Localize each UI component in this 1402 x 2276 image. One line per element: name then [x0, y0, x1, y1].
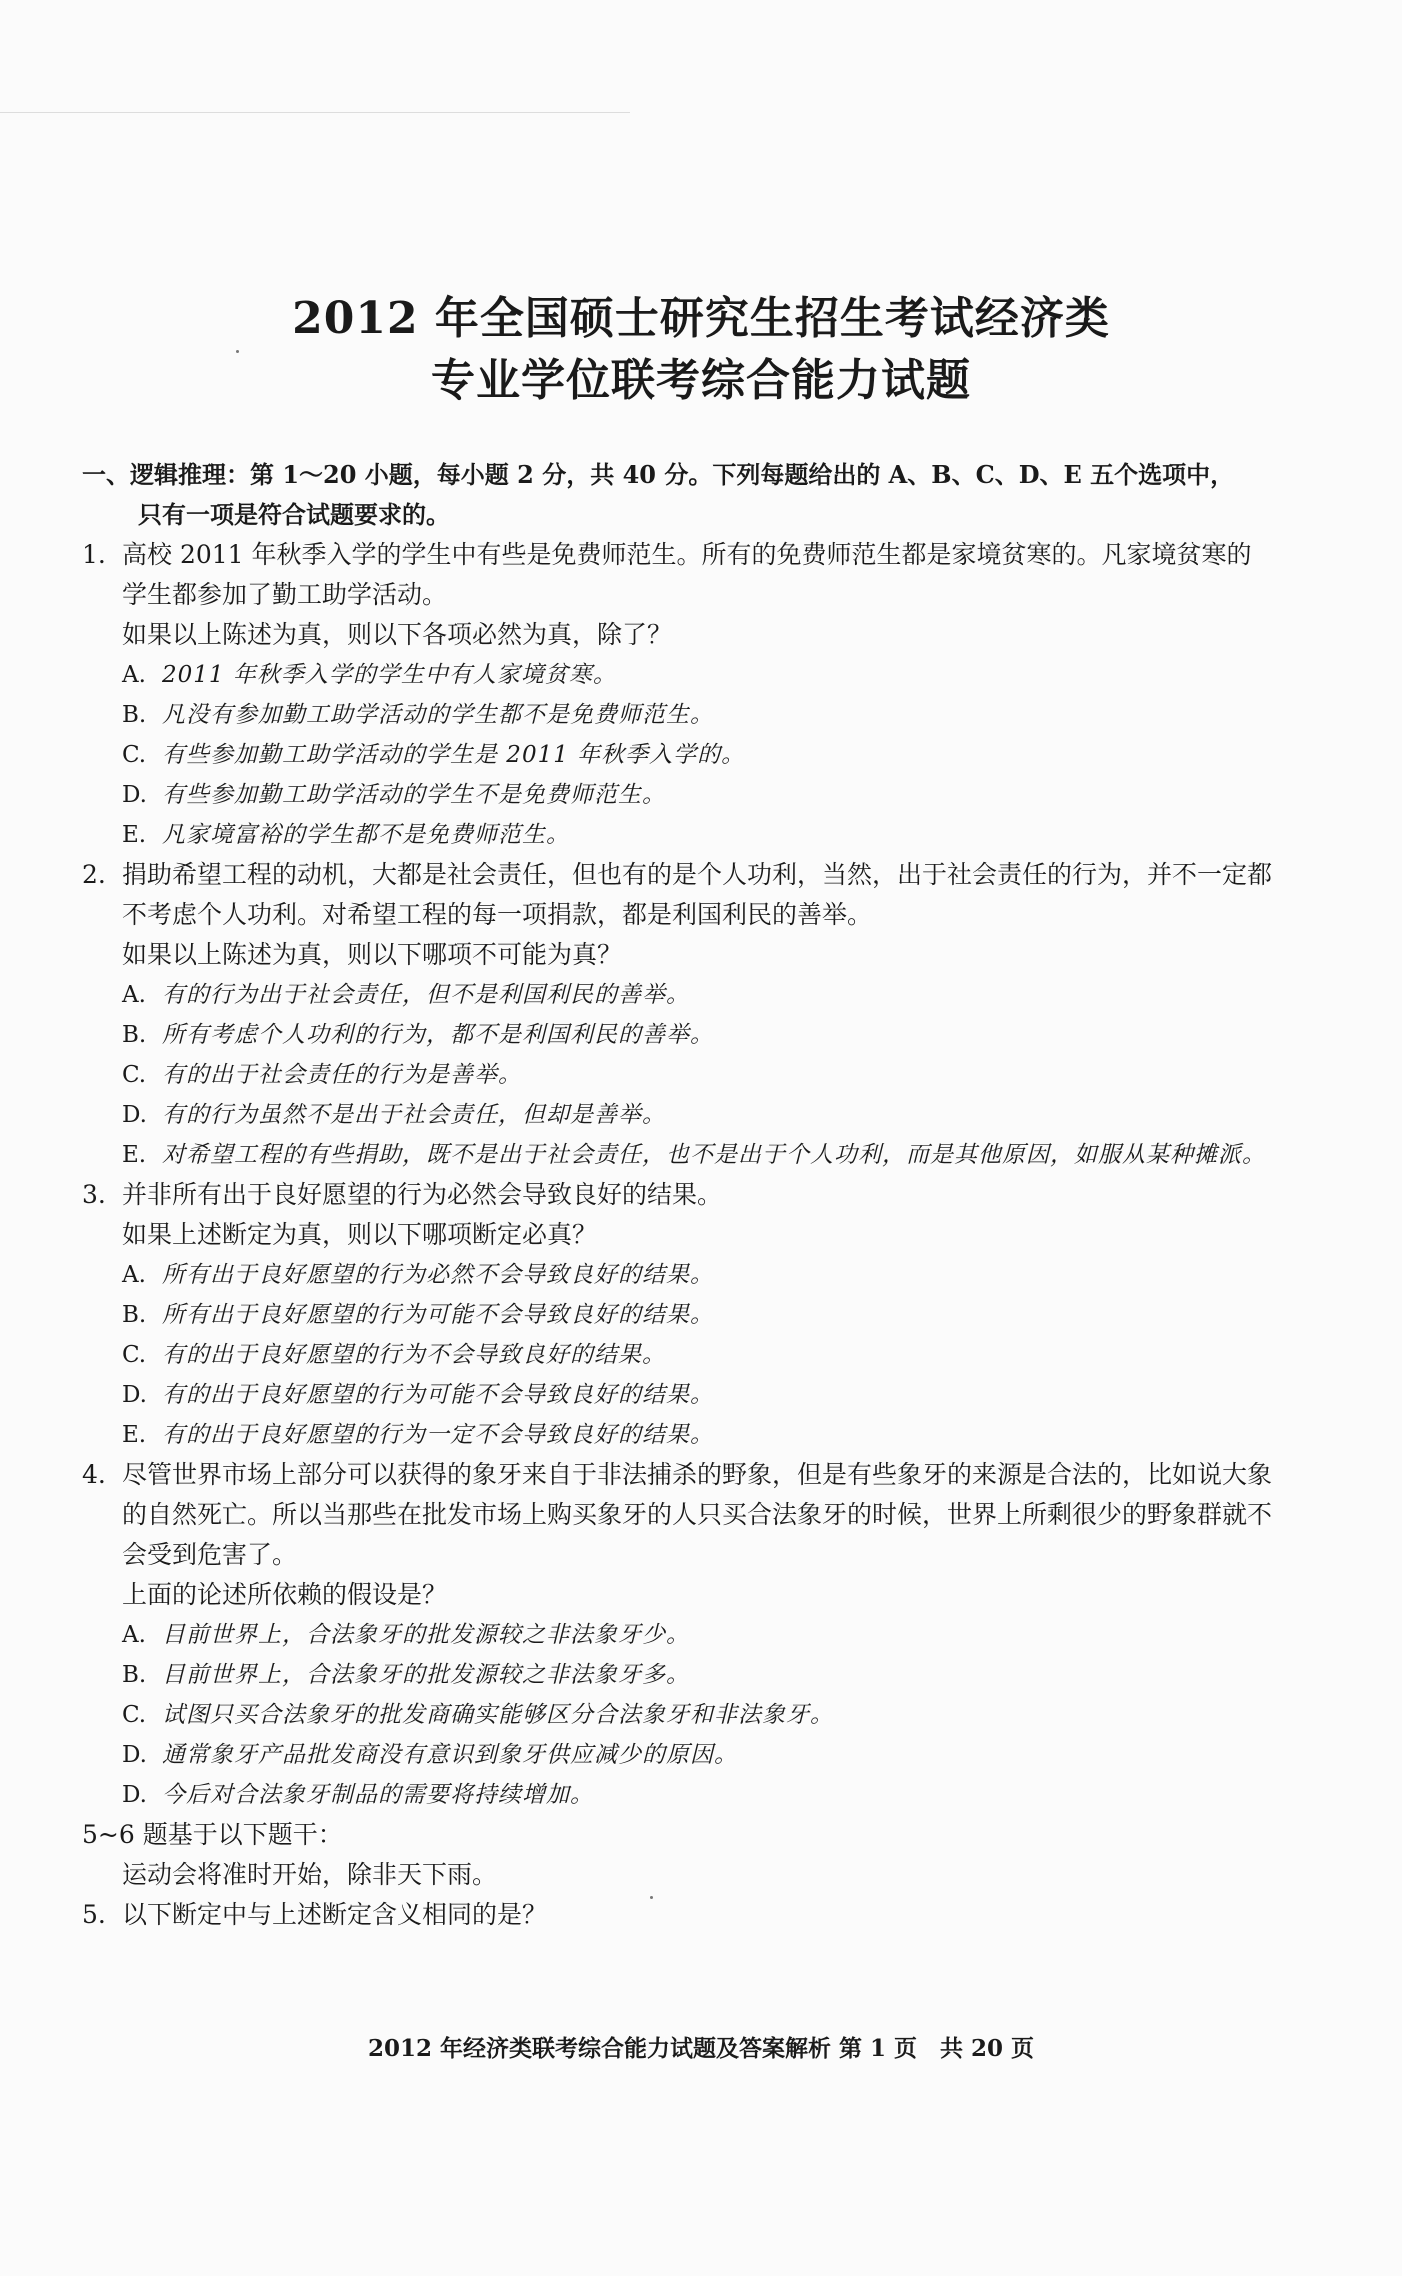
option-text: 今后对合法象牙制品的需要将持续增加。 — [162, 1782, 594, 1808]
question-group-heading: 5~6 题基于以下题干： — [82, 1820, 343, 1849]
question-stem: 高校 2011 年秋季入学的学生中有些是免费师范生。所有的免费师范生都是家境贫寒的。凡家境贫寒的学生都参加了勤工助学活动。 — [122, 540, 1252, 609]
section-instructions — [82, 455, 1272, 535]
option-label: D. — [122, 782, 147, 808]
exam-content — [82, 455, 1272, 1935]
option-a — [82, 655, 1272, 695]
question-stem: 以下断定中与上述断定含义相同的是？ — [122, 1900, 548, 1929]
option-e — [82, 1415, 1272, 1455]
option-b — [82, 1295, 1272, 1335]
option-c — [82, 1695, 1272, 1735]
section-instructions-line-1: 一、逻辑推理：第 1～20 小题，每小题 2 分，共 40 分。下列每题给出的 A、B、C、D、E 五个选项中， — [82, 460, 1235, 489]
option-text: 试图只买合法象牙的批发商确实能够区分合法象牙和非法象牙。 — [162, 1702, 834, 1728]
option-d — [82, 1735, 1272, 1775]
scan-edge-line — [0, 112, 630, 113]
option-label: C. — [122, 742, 147, 768]
option-label: C. — [122, 1342, 147, 1368]
question-1 — [82, 535, 1272, 855]
option-b — [82, 695, 1272, 735]
option-text: 通常象牙产品批发商没有意识到象牙供应减少的原因。 — [162, 1742, 738, 1768]
option-label: C. — [122, 1702, 147, 1728]
option-text: 所有考虑个人功利的行为，都不是利国利民的善举。 — [162, 1022, 714, 1048]
question-number: 5. — [82, 1900, 106, 1929]
option-a — [82, 975, 1272, 1015]
option-label: A. — [122, 1262, 146, 1288]
option-text: 目前世界上，合法象牙的批发源较之非法象牙多。 — [162, 1662, 690, 1688]
option-d — [82, 1375, 1272, 1415]
option-label: D. — [122, 1782, 147, 1808]
option-d — [82, 775, 1272, 815]
question-stem: 捐助希望工程的动机，大都是社会责任，但也有的是个人功利，当然，出于社会责任的行为，并不一定都不考虑个人功利。对希望工程的每一项捐款，都是利国利民的善举。 — [122, 860, 1273, 929]
question-stem: 并非所有出于良好愿望的行为必然会导致良好的结果。 — [122, 1180, 723, 1209]
option-text: 对希望工程的有些捐助，既不是出于社会责任，也不是出于个人功利，而是其他原因，如服从某种摊派。 — [162, 1142, 1266, 1168]
option-text: 有的行为出于社会责任，但不是利国利民的善举。 — [162, 982, 690, 1008]
option-label: C. — [122, 1062, 147, 1088]
option-c — [82, 1335, 1272, 1375]
option-c — [82, 1055, 1272, 1095]
option-b — [82, 1655, 1272, 1695]
option-label: B. — [122, 1662, 147, 1688]
option-e — [82, 1135, 1272, 1175]
option-label: D. — [122, 1102, 147, 1128]
option-e — [82, 1775, 1272, 1815]
option-text: 所有出于良好愿望的行为必然不会导致良好的结果。 — [162, 1262, 714, 1288]
option-text: 有的出于社会责任的行为是善举。 — [162, 1062, 522, 1088]
option-e — [82, 815, 1272, 855]
question-5 — [82, 1895, 1272, 1935]
page-footer: 2012 年经济类联考综合能力试题及答案解析 第 1 页 共 20 页 — [367, 2035, 1035, 2062]
option-c — [82, 735, 1272, 775]
question-number: 3. — [82, 1180, 106, 1209]
option-label: B. — [122, 702, 147, 728]
option-text: 目前世界上，合法象牙的批发源较之非法象牙少。 — [162, 1622, 690, 1648]
exam-title — [0, 288, 1402, 412]
question-number: 2. — [82, 860, 106, 889]
option-text: 有的行为虽然不是出于社会责任，但却是善举。 — [162, 1102, 666, 1128]
question-number: 1. — [82, 540, 106, 569]
option-label: E. — [122, 1142, 147, 1168]
option-label: A. — [122, 1622, 146, 1648]
option-text: 有的出于良好愿望的行为不会导致良好的结果。 — [162, 1342, 666, 1368]
question-stem: 尽管世界市场上部分可以获得的象牙来自于非法捕杀的野象，但是有些象牙的来源是合法的，比如说大象的自然死亡。所以当那些在批发市场上购买象牙的人只买合法象牙的时候，世界上所剩很少的野象群就不会受到危害了。 — [122, 1460, 1273, 1569]
option-label: A. — [122, 662, 146, 688]
option-a — [82, 1615, 1272, 1655]
option-a — [82, 1255, 1272, 1295]
option-label: E. — [122, 1422, 147, 1448]
option-text: 有的出于良好愿望的行为一定不会导致良好的结果。 — [162, 1422, 714, 1448]
option-text: 2011 年秋季入学的学生中有人家境贫寒。 — [162, 662, 617, 688]
option-label: D. — [122, 1742, 147, 1768]
option-text: 凡家境富裕的学生都不是免费师范生。 — [162, 822, 570, 848]
question-prompt: 如果以上陈述为真，则以下各项必然为真，除了？ — [122, 620, 673, 649]
question-prompt: 上面的论述所依赖的假设是？ — [122, 1580, 448, 1609]
section-instructions-line-2: 只有一项是符合试题要求的。 — [138, 500, 450, 529]
option-label: B. — [122, 1302, 147, 1328]
title-line-1: 2012 年全国硕士研究生招生考试经济类 — [292, 293, 1110, 344]
option-text: 有的出于良好愿望的行为可能不会导致良好的结果。 — [162, 1382, 714, 1408]
question-4 — [82, 1455, 1272, 1815]
option-d — [82, 1095, 1272, 1135]
option-label: D. — [122, 1382, 147, 1408]
question-number: 4. — [82, 1460, 106, 1489]
question-3 — [82, 1175, 1272, 1455]
title-line-2: 专业学位联考综合能力试题 — [431, 355, 971, 406]
option-text: 有些参加勤工助学活动的学生是 2011 年秋季入学的。 — [162, 742, 746, 768]
option-b — [82, 1015, 1272, 1055]
option-label: B. — [122, 1022, 147, 1048]
question-2 — [82, 855, 1272, 1175]
question-prompt: 如果以上陈述为真，则以下哪项不可能为真？ — [122, 940, 623, 969]
option-label: A. — [122, 982, 146, 1008]
option-text: 所有出于良好愿望的行为可能不会导致良好的结果。 — [162, 1302, 714, 1328]
option-text: 凡没有参加勤工助学活动的学生都不是免费师范生。 — [162, 702, 714, 728]
option-label: E. — [122, 822, 147, 848]
question-prompt: 如果上述断定为真，则以下哪项断定必真？ — [122, 1220, 598, 1249]
question-group-stem: 运动会将准时开始，除非天下雨。 — [122, 1860, 498, 1889]
option-text: 有些参加勤工助学活动的学生不是免费师范生。 — [162, 782, 666, 808]
